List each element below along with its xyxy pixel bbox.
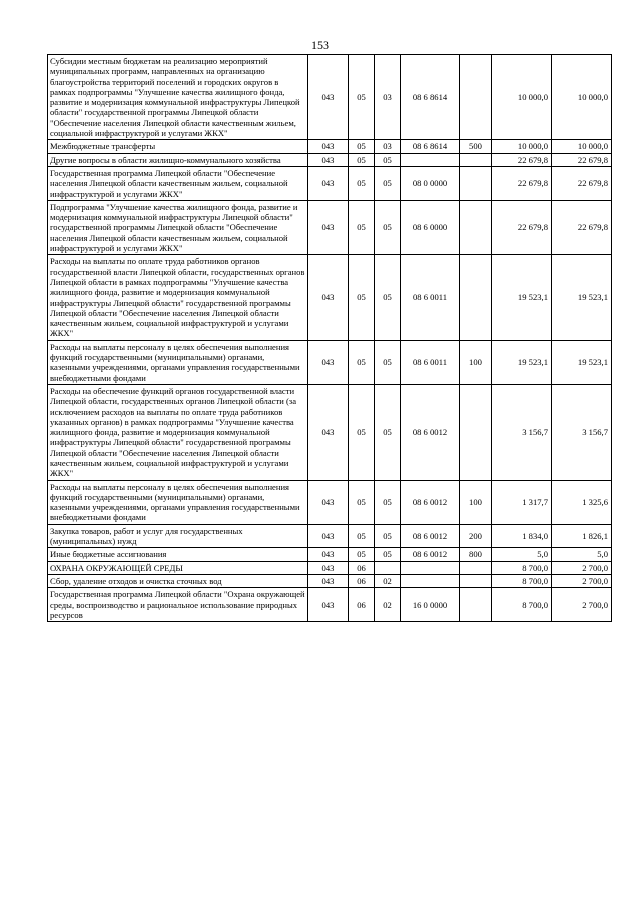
row-name: Субсидии местным бюджетам на реализацию мероприятий муниципальных программ, направленных на организацию благоустройства территорий поселений и городских округов в рамках подпрограммы "Улучшение качества жилищного фонда, развитие и модернизация коммунальной инфраструктуры Липецкой области" государственной программы Липецкой области "Обеспечение населения Липецкой области качественным жильем, социальной инфраструктурой и услугами ЖКХ" <box>48 55 308 140</box>
row-name: Подпрограмма "Улучшение качества жилищного фонда, развитие и модернизация коммунальной инфраструктуры Липецкой области" государственной программы Липецкой области "Обеспечение населения Липецкой области качественным жильем, социальной инфраструктурой и услугами ЖКХ" <box>48 200 308 254</box>
row-subsection: 05 <box>375 166 401 200</box>
row-section: 06 <box>349 561 375 574</box>
row-sum-1: 5,0 <box>492 548 552 561</box>
row-name: Государственная программа Липецкой области "Охрана окружающей среды, воспроизводство и рациональное использование природных ресурсов <box>48 588 308 622</box>
row-code: 043 <box>308 340 349 384</box>
row-sum-1: 8 700,0 <box>492 574 552 587</box>
row-sum-2: 2 700,0 <box>552 574 612 587</box>
row-target-article: 08 6 0012 <box>401 548 460 561</box>
row-code: 043 <box>308 574 349 587</box>
table-row <box>48 524 612 548</box>
row-section: 05 <box>349 340 375 384</box>
row-subsection: 05 <box>375 153 401 166</box>
row-target-article <box>401 574 460 587</box>
row-expense-type <box>460 384 492 480</box>
row-name: Сбор, удаление отходов и очистка сточных вод <box>48 574 308 587</box>
table-row <box>48 574 612 587</box>
page-number: 153 <box>311 38 329 52</box>
row-section: 05 <box>349 384 375 480</box>
row-name: Расходы на выплаты персоналу в целях обеспечения выполнения функций государственными (муниципальными) органами, казенными учреждениями, органами управления государственными внебюджетными фондами <box>48 480 308 524</box>
row-expense-type <box>460 588 492 622</box>
row-sum-2: 1 826,1 <box>552 524 612 548</box>
row-code: 043 <box>308 548 349 561</box>
row-section: 05 <box>349 200 375 254</box>
row-expense-type: 800 <box>460 548 492 561</box>
row-sum-2: 2 700,0 <box>552 561 612 574</box>
table-row <box>48 480 612 524</box>
row-name: Расходы на обеспечение функций органов государственной власти Липецкой области, государственных органов Липецкой области (за исключением расходов на выплаты по оплате труда работников указанных органов) в рамках подпрограммы "Улучшение качества жилищного фонда, развитие и модернизация коммунальной инфраструктуры Липецкой области" государственной программы Липецкой области "Обеспечение населения Липецкой области качественным жильем, социальной инфраструктурой и услугами ЖКХ" <box>48 384 308 480</box>
row-expense-type: 100 <box>460 480 492 524</box>
row-target-article: 16 0 0000 <box>401 588 460 622</box>
row-expense-type <box>460 55 492 140</box>
row-code: 043 <box>308 524 349 548</box>
row-sum-1: 19 523,1 <box>492 340 552 384</box>
row-sum-2: 5,0 <box>552 548 612 561</box>
row-target-article: 08 6 0000 <box>401 200 460 254</box>
row-section: 05 <box>349 524 375 548</box>
row-sum-2: 19 523,1 <box>552 340 612 384</box>
row-subsection: 05 <box>375 524 401 548</box>
row-sum-1: 22 679,8 <box>492 200 552 254</box>
table-row <box>48 548 612 561</box>
row-sum-2: 19 523,1 <box>552 255 612 340</box>
row-name: Иные бюджетные ассигнования <box>48 548 308 561</box>
row-target-article: 08 6 8614 <box>401 140 460 153</box>
row-sum-1: 8 700,0 <box>492 561 552 574</box>
row-target-article <box>401 561 460 574</box>
row-section: 06 <box>349 588 375 622</box>
row-subsection: 03 <box>375 140 401 153</box>
row-code: 043 <box>308 255 349 340</box>
row-target-article: 08 6 0012 <box>401 384 460 480</box>
row-code: 043 <box>308 153 349 166</box>
row-section: 05 <box>349 548 375 561</box>
row-expense-type <box>460 200 492 254</box>
row-name: Расходы на выплаты персоналу в целях обеспечения выполнения функций государственными (муниципальными) органами, казенными учреждениями, органами управления государственными внебюджетными фондами <box>48 340 308 384</box>
row-expense-type <box>460 574 492 587</box>
row-target-article: 08 6 8614 <box>401 55 460 140</box>
row-target-article <box>401 153 460 166</box>
table-row <box>48 561 612 574</box>
row-expense-type <box>460 561 492 574</box>
row-sum-2: 22 679,8 <box>552 153 612 166</box>
row-target-article: 08 0 0000 <box>401 166 460 200</box>
row-expense-type <box>460 166 492 200</box>
row-subsection <box>375 561 401 574</box>
row-sum-1: 22 679,8 <box>492 166 552 200</box>
row-subsection: 02 <box>375 588 401 622</box>
row-sum-1: 3 156,7 <box>492 384 552 480</box>
table-row <box>48 140 612 153</box>
row-sum-2: 3 156,7 <box>552 384 612 480</box>
table-row <box>48 153 612 166</box>
table-row <box>48 166 612 200</box>
row-subsection: 05 <box>375 548 401 561</box>
row-section: 05 <box>349 140 375 153</box>
row-sum-2: 2 700,0 <box>552 588 612 622</box>
row-subsection: 05 <box>375 384 401 480</box>
row-sum-2: 22 679,8 <box>552 200 612 254</box>
row-section: 05 <box>349 480 375 524</box>
row-code: 043 <box>308 588 349 622</box>
row-sum-1: 1 317,7 <box>492 480 552 524</box>
row-name: Государственная программа Липецкой области "Обеспечение населения Липецкой области качественным жильем, социальной инфраструктурой и услугами ЖКХ" <box>48 166 308 200</box>
row-sum-1: 8 700,0 <box>492 588 552 622</box>
table-row <box>48 200 612 254</box>
budget-table <box>47 54 612 622</box>
row-subsection: 02 <box>375 574 401 587</box>
row-target-article: 08 6 0011 <box>401 340 460 384</box>
row-sum-1: 1 834,0 <box>492 524 552 548</box>
table-row <box>48 55 612 140</box>
row-subsection: 05 <box>375 340 401 384</box>
row-code: 043 <box>308 480 349 524</box>
table-row <box>48 255 612 340</box>
row-name: Другие вопросы в области жилищно-коммунального хозяйства <box>48 153 308 166</box>
row-code: 043 <box>308 55 349 140</box>
row-subsection: 03 <box>375 55 401 140</box>
row-expense-type <box>460 255 492 340</box>
row-sum-1: 10 000,0 <box>492 140 552 153</box>
row-name: Закупка товаров, работ и услуг для государственных (муниципальных) нужд <box>48 524 308 548</box>
row-target-article: 08 6 0011 <box>401 255 460 340</box>
table-row <box>48 588 612 622</box>
row-sum-1: 19 523,1 <box>492 255 552 340</box>
row-subsection: 05 <box>375 480 401 524</box>
row-section: 06 <box>349 574 375 587</box>
row-section: 05 <box>349 55 375 140</box>
row-sum-2: 1 325,6 <box>552 480 612 524</box>
row-expense-type: 200 <box>460 524 492 548</box>
row-name: Расходы на выплаты по оплате труда работников органов государственной власти Липецкой области, государственных органов Липецкой области в рамках подпрограммы "Улучшение качества жилищного фонда, развитие и модернизация коммунальной инфраструктуры Липецкой области" государственной программы Липецкой области "Обеспечение населения Липецкой области качественным жильем, социальной инфраструктурой и услугами ЖКХ" <box>48 255 308 340</box>
table-row <box>48 384 612 480</box>
row-code: 043 <box>308 140 349 153</box>
row-target-article: 08 6 0012 <box>401 480 460 524</box>
row-subsection: 05 <box>375 200 401 254</box>
row-section: 05 <box>349 153 375 166</box>
row-section: 05 <box>349 166 375 200</box>
row-section: 05 <box>349 255 375 340</box>
table-row <box>48 340 612 384</box>
row-code: 043 <box>308 166 349 200</box>
row-code: 043 <box>308 561 349 574</box>
row-name: Межбюджетные трансферты <box>48 140 308 153</box>
row-code: 043 <box>308 200 349 254</box>
row-sum-2: 22 679,8 <box>552 166 612 200</box>
row-code: 043 <box>308 384 349 480</box>
row-sum-1: 22 679,8 <box>492 153 552 166</box>
row-sum-2: 10 000,0 <box>552 140 612 153</box>
row-expense-type: 100 <box>460 340 492 384</box>
row-sum-2: 10 000,0 <box>552 55 612 140</box>
row-subsection: 05 <box>375 255 401 340</box>
row-target-article: 08 6 0012 <box>401 524 460 548</box>
row-expense-type: 500 <box>460 140 492 153</box>
row-name: ОХРАНА ОКРУЖАЮЩЕЙ СРЕДЫ <box>48 561 308 574</box>
row-expense-type <box>460 153 492 166</box>
row-sum-1: 10 000,0 <box>492 55 552 140</box>
